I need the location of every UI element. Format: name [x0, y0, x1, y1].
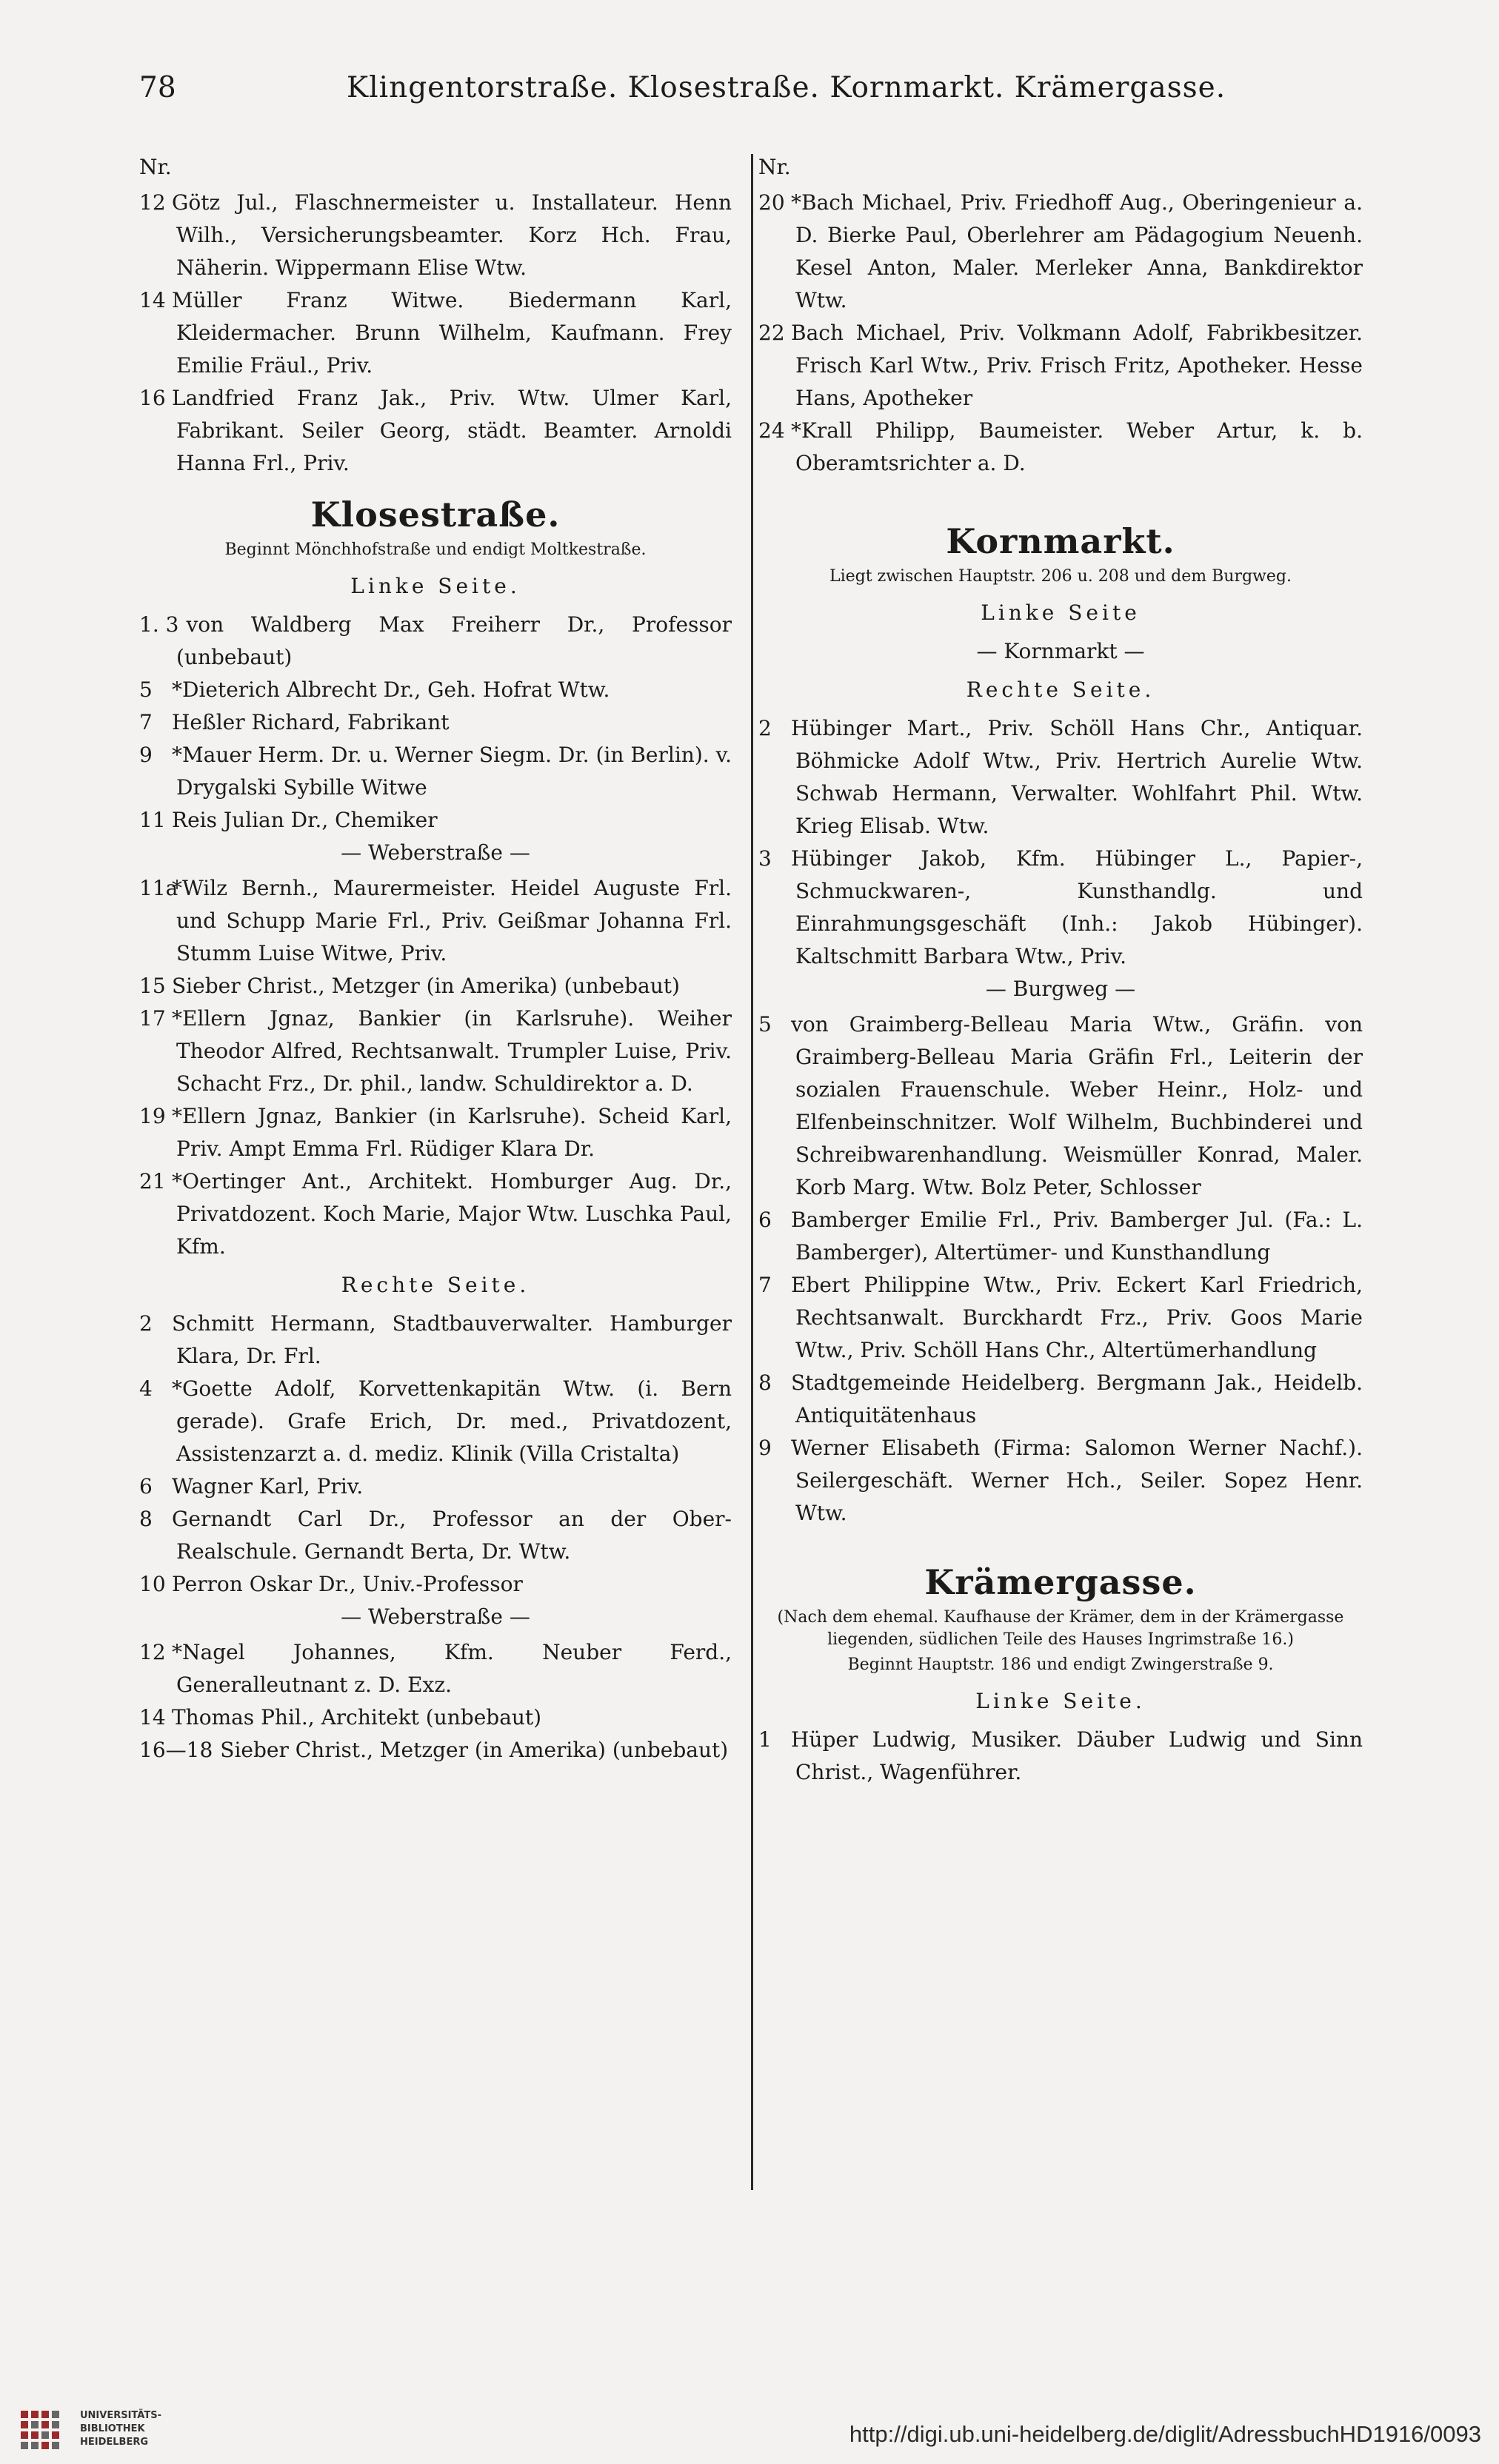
house-number: 9	[139, 743, 153, 767]
side-label: Linke Seite.	[975, 1689, 1146, 1713]
resident-text: Thomas Phil., Architekt (unbebaut)	[172, 1705, 542, 1730]
directory-entry	[139, 1734, 732, 1767]
directory-entry	[139, 706, 732, 739]
directory-entry	[139, 1636, 732, 1701]
directory-entry	[758, 712, 1363, 843]
house-number: 15	[139, 974, 166, 998]
directory-entry	[758, 1204, 1363, 1269]
side-label: Linke Seite	[981, 600, 1141, 625]
house-number: 9	[758, 1436, 772, 1460]
library-logo	[18, 2406, 210, 2458]
street-note: Beginnt Hauptstr. 186 und endigt Zwingerstraße 9.	[847, 1656, 1274, 1674]
directory-entry	[139, 1503, 732, 1568]
directory-entry	[758, 1269, 1363, 1367]
house-number: 8	[758, 1370, 772, 1395]
resident-text: *Nagel Johannes, Kfm. Neuber Ferd., Generalleutnant z. D. Exz.	[172, 1640, 732, 1697]
resident-text: Werner Elisabeth (Firma: Salomon Werner Nachf.). Seilergeschäft. Werner Hch., Seiler. Sopez Henr. Wtw.	[791, 1436, 1363, 1525]
house-number: 11	[139, 808, 166, 832]
directory-entry	[139, 1701, 732, 1734]
entry-list	[758, 712, 1363, 973]
resident-text: Bamberger Emilie Frl., Priv. Bamberger Jul. (Fa.: L. Bamberger), Altertümer- und Kunsthandlung	[791, 1208, 1363, 1265]
entry-list	[758, 187, 1363, 480]
directory-entry	[758, 1008, 1363, 1204]
house-number: 5	[139, 677, 153, 702]
resident-text: Stadtgemeinde Heidelberg. Bergmann Jak., Heidelb. Antiquitätenhaus	[791, 1370, 1363, 1427]
house-number: 12	[139, 190, 166, 215]
directory-entry	[139, 1165, 732, 1263]
nr-label: Nr.	[139, 155, 172, 179]
source-url-link[interactable]: http://digi.ub.uni-heidelberg.de/diglit/AdressbuchHD1916/0093	[849, 2421, 1481, 2447]
resident-text: *Bach Michael, Priv. Friedhoff Aug., Oberingenieur a. D. Bierke Paul, Oberlehrer am Pädagogium Neuenh. Kesel Anton, Maler. Merleker Anna, Bankdirektor Wtw.	[791, 190, 1363, 312]
side-label: Rechte Seite.	[966, 677, 1155, 702]
house-number: 14	[139, 1705, 166, 1730]
house-number: 6	[139, 1474, 153, 1499]
running-head: Klingentorstraße. Klosestraße. Kornmarkt. Krämergasse.	[347, 71, 1226, 104]
house-number: 17	[139, 1006, 166, 1031]
resident-text: Bach Michael, Priv. Volkmann Adolf, Fabrikbesitzer. Frisch Karl Wtw., Priv. Frisch Fritz, Apotheker. Hesse Hans, Apotheker	[791, 321, 1363, 410]
house-number: 16	[139, 386, 166, 410]
house-number: 1. 3	[139, 612, 179, 637]
resident-text: Hübinger Mart., Priv. Schöll Hans Chr., Antiquar. Böhmicke Adolf Wtw., Priv. Hertrich Aurelie Wtw. Schwab Hermann, Verwalter. Wohlfahrt Phil. Wtw. Krieg Elisab. Wtw.	[791, 716, 1363, 838]
directory-entry	[139, 970, 732, 1002]
resident-text: *Dieterich Albrecht Dr., Geh. Hofrat Wtw.	[172, 677, 610, 702]
resident-text: Müller Franz Witwe. Biedermann Karl, Kleidermacher. Brunn Wilhelm, Kaufmann. Frey Emilie Fräul., Priv.	[172, 288, 732, 378]
resident-text: *Oertinger Ant., Architekt. Homburger Aug. Dr., Privatdozent. Koch Marie, Major Wtw. Luschka Paul, Kfm.	[172, 1169, 732, 1259]
left-column	[139, 151, 732, 1767]
street-title: Krämergasse.	[924, 1562, 1197, 1602]
house-number: 16—18	[139, 1738, 213, 1762]
cross-street: — Weberstraße —	[341, 840, 530, 865]
resident-text: Sieber Christ., Metzger (in Amerika) (unbebaut)	[220, 1738, 729, 1762]
resident-text: Reis Julian Dr., Chemiker	[172, 808, 438, 832]
resident-text: *Ellern Jgnaz, Bankier (in Karlsruhe). Weiher Theodor Alfred, Rechtsanwalt. Trumpler Luise, Priv. Schacht Frz., Dr. phil., landw. Schuldirektor a. D.	[172, 1006, 732, 1096]
directory-entry	[139, 1470, 732, 1503]
right-column	[758, 151, 1363, 1789]
directory-entry	[758, 1367, 1363, 1432]
entry-list	[139, 1636, 732, 1767]
house-number: 6	[758, 1208, 772, 1232]
directory-entry	[758, 415, 1363, 480]
street-note: (Nach dem ehemal. Kaufhause der Krämer, dem in der Krämergasse liegenden, südlichen Teile des Hauses Ingrimstraße 16.)	[777, 1608, 1344, 1649]
street-note: Liegt zwischen Hauptstr. 206 u. 208 und dem Burgweg.	[829, 567, 1292, 586]
house-number: 12	[139, 1640, 166, 1664]
resident-text: Sieber Christ., Metzger (in Amerika) (unbebaut)	[172, 974, 680, 998]
directory-entry	[139, 187, 732, 284]
resident-text: Landfried Franz Jak., Priv. Wtw. Ulmer Karl, Fabrikant. Seiler Georg, städt. Beamter. Arnoldi Hanna Frl., Priv.	[172, 386, 732, 475]
library-logo-text	[80, 2409, 221, 2449]
house-number: 11a	[139, 876, 178, 900]
resident-text: *Mauer Herm. Dr. u. Werner Siegm. Dr. (in Berlin). v. Drygalski Sybille Witwe	[172, 743, 732, 800]
resident-text: *Ellern Jgnaz, Bankier (in Karlsruhe). Scheid Karl, Priv. Ampt Emma Frl. Rüdiger Klara Dr.	[172, 1104, 732, 1161]
house-number: 5	[758, 1012, 772, 1037]
cross-street: — Weberstraße —	[341, 1604, 530, 1629]
directory-entry	[139, 1568, 732, 1601]
resident-text: Götz Jul., Flaschnermeister u. Installateur. Henn Wilh., Versicherungsbeamter. Korz Hch. Frau, Näherin. Wippermann Elise Wtw.	[172, 190, 732, 280]
resident-text: Ebert Philippine Wtw., Priv. Eckert Karl Friedrich, Rechtsanwalt. Burckhardt Frz., Priv. Goos Marie Wtw., Priv. Schöll Hans Chr., Altertümerhandlung	[791, 1273, 1363, 1362]
street-note: Beginnt Mönchhofstraße und endigt Moltkestraße.	[224, 540, 647, 559]
street-title: Kornmarkt.	[946, 521, 1175, 561]
directory-entry	[139, 1100, 732, 1165]
directory-entry	[139, 284, 732, 382]
resident-text: Perron Oskar Dr., Univ.-Professor	[172, 1572, 523, 1596]
entry-list	[139, 1308, 732, 1601]
directory-entry	[139, 1373, 732, 1470]
logo-line: HEIDELBERG	[80, 2437, 149, 2448]
resident-text: Wagner Karl, Priv.	[172, 1474, 364, 1499]
directory-entry	[139, 739, 732, 804]
resident-text: Hübinger Jakob, Kfm. Hübinger L., Papier-, Schmuckwaren-, Kunsthandlg. und Einrahmungsgeschäft (Inh.: Jakob Hübinger). Kaltschmitt Barbara Wtw., Priv.	[791, 846, 1363, 968]
house-number: 2	[139, 1311, 153, 1336]
logo-line: BIBLIOTHEK	[80, 2423, 145, 2434]
page-number: 78	[139, 71, 176, 104]
house-number: 1	[758, 1727, 772, 1752]
house-number: 4	[139, 1376, 153, 1401]
resident-text: *Krall Philipp, Baumeister. Weber Artur, k. b. Oberamtsrichter a. D.	[791, 418, 1363, 475]
house-number: 22	[758, 321, 785, 345]
entry-list	[139, 609, 732, 837]
house-number: 14	[139, 288, 166, 312]
house-number: 21	[139, 1169, 166, 1194]
side-label: Rechte Seite.	[341, 1273, 530, 1297]
directory-entry	[758, 843, 1363, 973]
resident-text: *Goette Adolf, Korvettenkapitän Wtw. (i. Bern gerade). Grafe Erich, Dr. med., Privatdozent, Assistenzarzt a. d. mediz. Klinik (Villa Cristalta)	[172, 1376, 732, 1466]
nr-label: Nr.	[758, 155, 791, 179]
resident-text: von Graimberg-Belleau Maria Wtw., Gräfin. von Graimberg-Belleau Maria Gräfin Frl., Leiterin der sozialen Frauenschule. Weber Heinr., Holz- und Elfenbeinschnitzer. Wolf Wilhelm, Buchbinderei und Schreibwarenhandlung. Weismüller Konrad, Maler. Korb Marg. Wtw. Bolz Peter, Schlosser	[791, 1012, 1363, 1199]
directory-entry	[139, 674, 732, 706]
resident-text: Heßler Richard, Fabrikant	[172, 710, 450, 734]
house-number: 2	[758, 716, 772, 740]
entry-list	[758, 1724, 1363, 1789]
library-logo-icon	[18, 2408, 65, 2455]
house-number: 8	[139, 1507, 153, 1531]
house-number: 20	[758, 190, 785, 215]
page-header	[139, 71, 1226, 116]
directory-entry	[139, 872, 732, 970]
street-title: Klosestraße.	[310, 495, 561, 535]
resident-text: Schmitt Hermann, Stadtbauverwalter. Hamburger Klara, Dr. Frl.	[172, 1311, 732, 1368]
directory-entry	[758, 317, 1363, 415]
entry-list	[139, 187, 732, 480]
directory-entry	[758, 187, 1363, 317]
directory-entry	[758, 1432, 1363, 1530]
column-divider	[751, 154, 753, 2190]
cross-street: — Burgweg —	[985, 977, 1136, 1001]
directory-entry	[139, 1308, 732, 1373]
entry-list	[758, 1008, 1363, 1530]
cross-street: — Kornmarkt —	[976, 639, 1145, 663]
directory-entry	[758, 1724, 1363, 1789]
house-number: 3	[758, 846, 772, 871]
house-number: 10	[139, 1572, 166, 1596]
resident-text: von Waldberg Max Freiherr Dr., Professor (unbebaut)	[176, 612, 732, 669]
directory-entry	[139, 804, 732, 837]
house-number: 24	[758, 418, 785, 443]
house-number: 7	[139, 710, 153, 734]
house-number: 7	[758, 1273, 772, 1297]
resident-text: *Wilz Bernh., Maurermeister. Heidel Auguste Frl. und Schupp Marie Frl., Priv. Geißmar Johanna Frl. Stumm Luise Witwe, Priv.	[172, 876, 732, 965]
directory-entry	[139, 382, 732, 480]
side-label: Linke Seite.	[350, 574, 521, 598]
house-number: 19	[139, 1104, 166, 1128]
resident-text: Hüper Ludwig, Musiker. Däuber Ludwig und Sinn Christ., Wagenführer.	[791, 1727, 1363, 1784]
directory-entry	[139, 609, 732, 674]
entry-list	[139, 872, 732, 1263]
resident-text: Gernandt Carl Dr., Professor an der Ober-Realschule. Gernandt Berta, Dr. Wtw.	[172, 1507, 732, 1564]
logo-line: UNIVERSITÄTS-	[80, 2410, 161, 2421]
directory-entry	[139, 1002, 732, 1100]
